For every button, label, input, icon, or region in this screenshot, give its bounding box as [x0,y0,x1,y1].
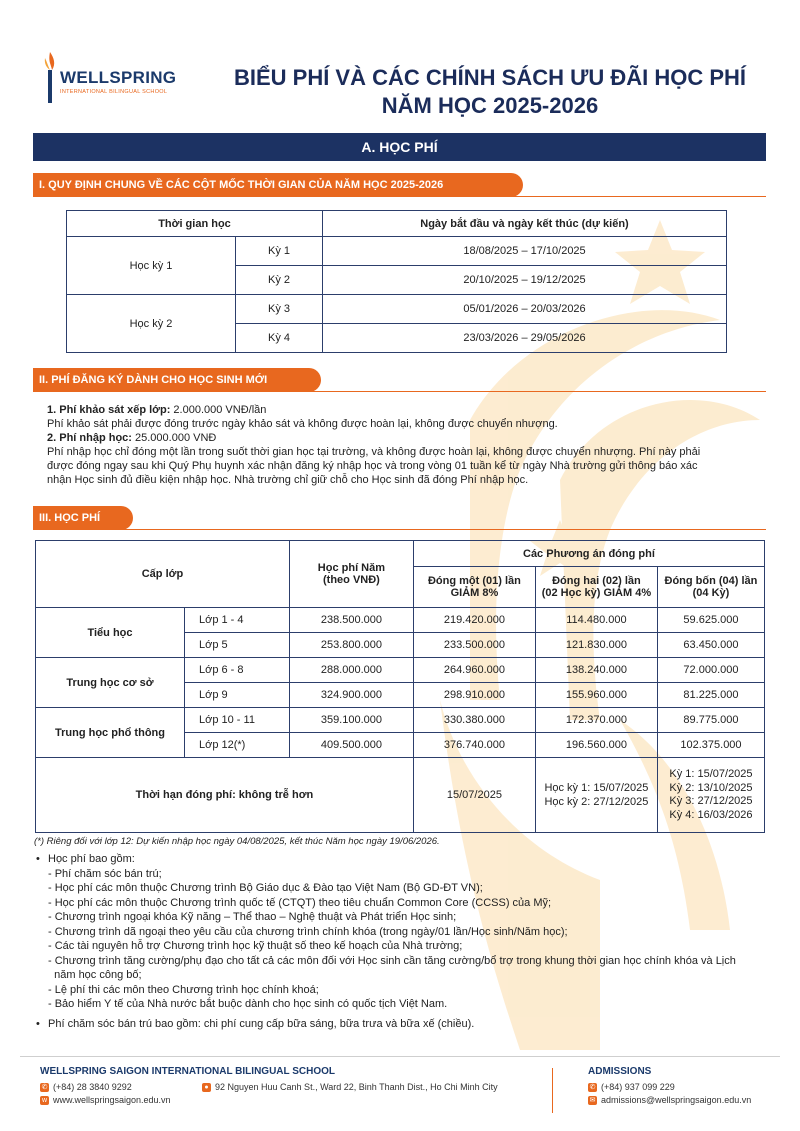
footer-admissions-phone[interactable] [588,1082,675,1092]
semester-1-cell: Học kỳ 1 [67,237,236,295]
annual-cell: 288.000.000 [289,658,413,683]
deadline-twice [535,758,657,833]
twice-cell: 155.960.000 [535,683,657,708]
section-1-heading: I. QUY ĐỊNH CHUNG VỀ CÁC CỘT MỐC THỜI GIAN CỦA NĂM HỌC 2025-2026 [33,173,523,197]
level-cell: Trung học phổ thông [36,708,185,758]
tuition-header-row-1 [36,541,765,567]
col-annual-line-2: (theo VNĐ) [323,574,380,586]
grade-cell: Lớp 10 - 11 [185,708,290,733]
section-2-heading: II. PHÍ ĐĂNG KÝ DÀNH CHO HỌC SINH MỚI [33,368,321,392]
footer-school-name: WELLSPRING SAIGON INTERNATIONAL BILINGUAL SCHOOL [40,1066,335,1077]
list-item: - Bảo hiểm Y tế của Nhà nước bắt buộc dành cho học sinh có quốc tịch Việt Nam. [48,998,448,1010]
phone-icon: ✆ [41,1084,48,1092]
dates-cell: 20/10/2025 – 19/12/2025 [323,266,727,295]
col-pay-four-line-1: Đóng bốn (04) lần [664,575,758,588]
schedule-header-row [67,211,727,237]
four-cell: 102.375.000 [657,733,764,758]
deadline-four-4: Kỳ 4: 16/03/2026 [669,808,753,821]
twice-cell: 138.240.000 [535,658,657,683]
deadline-row [36,758,765,833]
four-cell: 59.625.000 [657,608,764,633]
footer-address-text: 92 Nguyen Huu Canh St., Ward 22, Binh Thanh Dist., Ho Chi Minh City [215,1082,498,1092]
deadline-four [657,758,764,833]
schedule-table [66,210,727,353]
bullet-dot: • [36,853,40,865]
annual-cell: 324.900.000 [289,683,413,708]
annual-cell: 359.100.000 [289,708,413,733]
section-2-underline [33,391,766,392]
footer-divider [20,1056,780,1057]
schedule-col-dates: Ngày bắt đầu và ngày kết thúc (dự kiến) [323,211,727,237]
col-annual [289,541,413,608]
table-row [36,608,765,633]
registration-fees-text [47,403,767,487]
care-fee-text: Phí chăm sóc bán trú bao gồm: chi phí cung cấp bữa sáng, bữa trưa và bữa xế (chiều). [48,1017,475,1030]
torch-icon [42,50,58,105]
grade-cell: Lớp 1 - 4 [185,608,290,633]
tuition-includes [36,852,771,1031]
footer-phone-text: (+84) 28 3840 9292 [53,1082,132,1092]
dates-cell: 18/08/2025 – 17/10/2025 [323,237,727,266]
phone-icon: ✆ [589,1084,596,1092]
four-cell: 89.775.000 [657,708,764,733]
grade-12-note: (*) Riêng đối với lớp 12: Dự kiến nhập học ngày 04/08/2025, kết thúc Năm học ngày 19/06/2026. [34,836,440,847]
footer-adm-email-text: admissions@wellspringsaigon.edu.vn [601,1095,752,1105]
title-line-2: NĂM HỌC 2025-2026 [381,93,599,118]
admission-fee-value: 25.000.000 VNĐ [131,432,217,444]
col-pay-twice [535,567,657,608]
deadline-four-1: Kỳ 1: 15/07/2025 [669,768,753,780]
once-cell: 330.380.000 [413,708,535,733]
list-item: - Học phí các môn thuộc Chương trình Bộ Giáo dục & Đào tạo Việt Nam (Bộ GD-ĐT VN); [48,882,483,894]
col-pay-four [657,567,764,608]
bullet-dot: • [36,1017,40,1030]
list-item: - Học phí các môn thuộc Chương trình quốc tế (CTQT) theo tiêu chuẩn Common Core (CCSS) của Mỹ; [48,896,552,909]
section-a-bar: A. HỌC PHÍ [33,133,766,161]
footer-adm-phone-text: (+84) 937 099 229 [601,1082,675,1092]
tuition-table [35,540,765,833]
once-cell: 298.910.000 [413,683,535,708]
admission-fee-label: 2. Phí nhập học: [47,432,132,444]
semester-2-cell: Học kỳ 2 [67,295,236,353]
list-item: - Lệ phí thi các môn theo Chương trình học chính khoá; [48,983,319,996]
col-level: Cấp lớp [36,541,290,608]
deadline-twice-1: Học kỳ 1: 15/07/2025 [544,782,649,794]
web-icon: w [41,1097,48,1105]
grade-cell: Lớp 12(*) [185,733,290,758]
term-cell: Kỳ 2 [236,266,323,295]
footer-website-text: www.wellspringsaigon.edu.vn [53,1095,171,1105]
footer-admissions-title: ADMISSIONS [588,1066,652,1077]
deadline-once: 15/07/2025 [413,758,535,833]
term-cell: Kỳ 3 [236,295,323,324]
col-pay-once [413,567,535,608]
level-cell: Tiểu học [36,608,185,658]
school-logo [42,50,192,105]
footer-phone[interactable] [40,1082,132,1092]
placement-fee-desc: Phí khảo sát phải được đóng trước ngày khảo sát và không được hoàn lại, không được chuyển nhượng. [47,418,558,430]
page-title [190,64,790,120]
section-3-underline [33,529,766,530]
once-cell: 264.960.000 [413,658,535,683]
placement-fee-label: 1. Phí khảo sát xếp lớp: [47,404,171,416]
footer-vertical-divider [552,1068,553,1113]
col-annual-line-1: Học phí Năm [317,562,386,574]
email-icon: ✉ [589,1097,596,1105]
footer-admissions-email[interactable] [588,1095,751,1105]
term-cell: Kỳ 4 [236,324,323,353]
admission-fee-desc-2: được đóng ngay sau khi Quý Phụ huynh xác nhận đăng ký nhập học và trong vòng 01 tuần kể từ ngày Nhà trường gửi thông báo xác [47,460,698,472]
admission-fee-desc-3: nhận Học sinh đủ điều kiện nhập học. Nhà trường chỉ giữ chỗ cho Học sinh đã đóng Phí nhập học. [47,474,529,486]
col-pay-twice-line-2: (02 Học kỳ) GIẢM 4% [541,587,652,600]
deadline-twice-2: Học kỳ 2: 27/12/2025 [544,796,649,808]
logo-subtitle: INTERNATIONAL BILINGUAL SCHOOL [60,89,168,95]
annual-cell: 253.800.000 [289,633,413,658]
footer-address [202,1082,498,1092]
title-line-1: BIỂU PHÍ VÀ CÁC CHÍNH SÁCH ƯU ĐÃI HỌC PHÍ [233,65,747,90]
annual-cell: 238.500.000 [289,608,413,633]
deadline-four-3: Kỳ 3: 27/12/2025 [669,795,753,807]
col-pay-once-line-2: GIẢM 8% [450,587,499,600]
placement-fee-value: 2.000.000 VNĐ/lần [170,404,267,416]
dates-cell: 23/03/2026 – 29/05/2026 [323,324,727,353]
admission-fee-desc-1: Phí nhập học chỉ đóng một lần trong suốt thời gian học tại trường, và không được hoàn lại, không được chuyển nhượng. Phí này phải [47,446,701,458]
twice-cell: 121.830.000 [535,633,657,658]
once-cell: 233.500.000 [413,633,535,658]
grade-cell: Lớp 9 [185,683,290,708]
once-cell: 376.740.000 [413,733,535,758]
list-item: - Các tài nguyên hỗ trợ Chương trình học kỹ thuật số theo kế hoạch của Nhà trường; [48,940,463,952]
location-pin-icon: ● [202,1083,211,1092]
col-pay-twice-line-1: Đóng hai (02) lần [552,575,641,588]
section-1-underline [33,196,766,197]
list-item: - Chương trình tăng cường/phụ đạo cho tất cả các môn đối với Học sinh cần tăng cường/bổ trợ trong khung thời gian học chính khóa và Lịch [48,954,736,967]
grade-cell: Lớp 5 [185,633,290,658]
twice-cell: 172.370.000 [535,708,657,733]
annual-cell: 409.500.000 [289,733,413,758]
table-row [67,295,727,324]
list-item: - Phí chăm sóc bán trú; [48,867,162,880]
table-row [67,237,727,266]
grade-cell: Lớp 6 - 8 [185,658,290,683]
deadline-label: Thời hạn đóng phí: không trễ hơn [36,758,414,833]
schedule-col-time: Thời gian học [67,211,323,237]
term-cell: Kỳ 1 [236,237,323,266]
list-item: năm học công bố; [48,969,142,981]
four-cell: 72.000.000 [657,658,764,683]
dates-cell: 05/01/2026 – 20/03/2026 [323,295,727,324]
four-cell: 63.450.000 [657,633,764,658]
section-3-heading: III. HỌC PHÍ [33,506,133,530]
once-cell: 219.420.000 [413,608,535,633]
includes-intro: Học phí bao gồm: [48,853,135,865]
twice-cell: 196.560.000 [535,733,657,758]
logo-name: WELLSPRING [60,68,177,87]
footer-website[interactable] [40,1095,171,1105]
col-pay-once-line-1: Đóng một (01) lần [427,575,521,588]
table-row [36,658,765,683]
list-item: - Chương trình dã ngoại theo yêu cầu của chương trình chính khóa (trong ngày/01 lần/Học sinh/Năm học); [48,925,568,938]
col-pay-four-line-2: (04 Kỳ) [692,587,730,600]
col-payment-options: Các Phương án đóng phí [413,541,764,567]
includes-list [48,867,771,1012]
twice-cell: 114.480.000 [535,608,657,633]
deadline-four-2: Kỳ 2: 13/10/2025 [669,781,753,794]
table-row [36,708,765,733]
four-cell: 81.225.000 [657,683,764,708]
list-item: - Chương trình ngoại khóa Kỹ năng – Thể thao – Nghệ thuật và Phát triển Học sinh; [48,911,457,923]
level-cell: Trung học cơ sở [36,658,185,708]
